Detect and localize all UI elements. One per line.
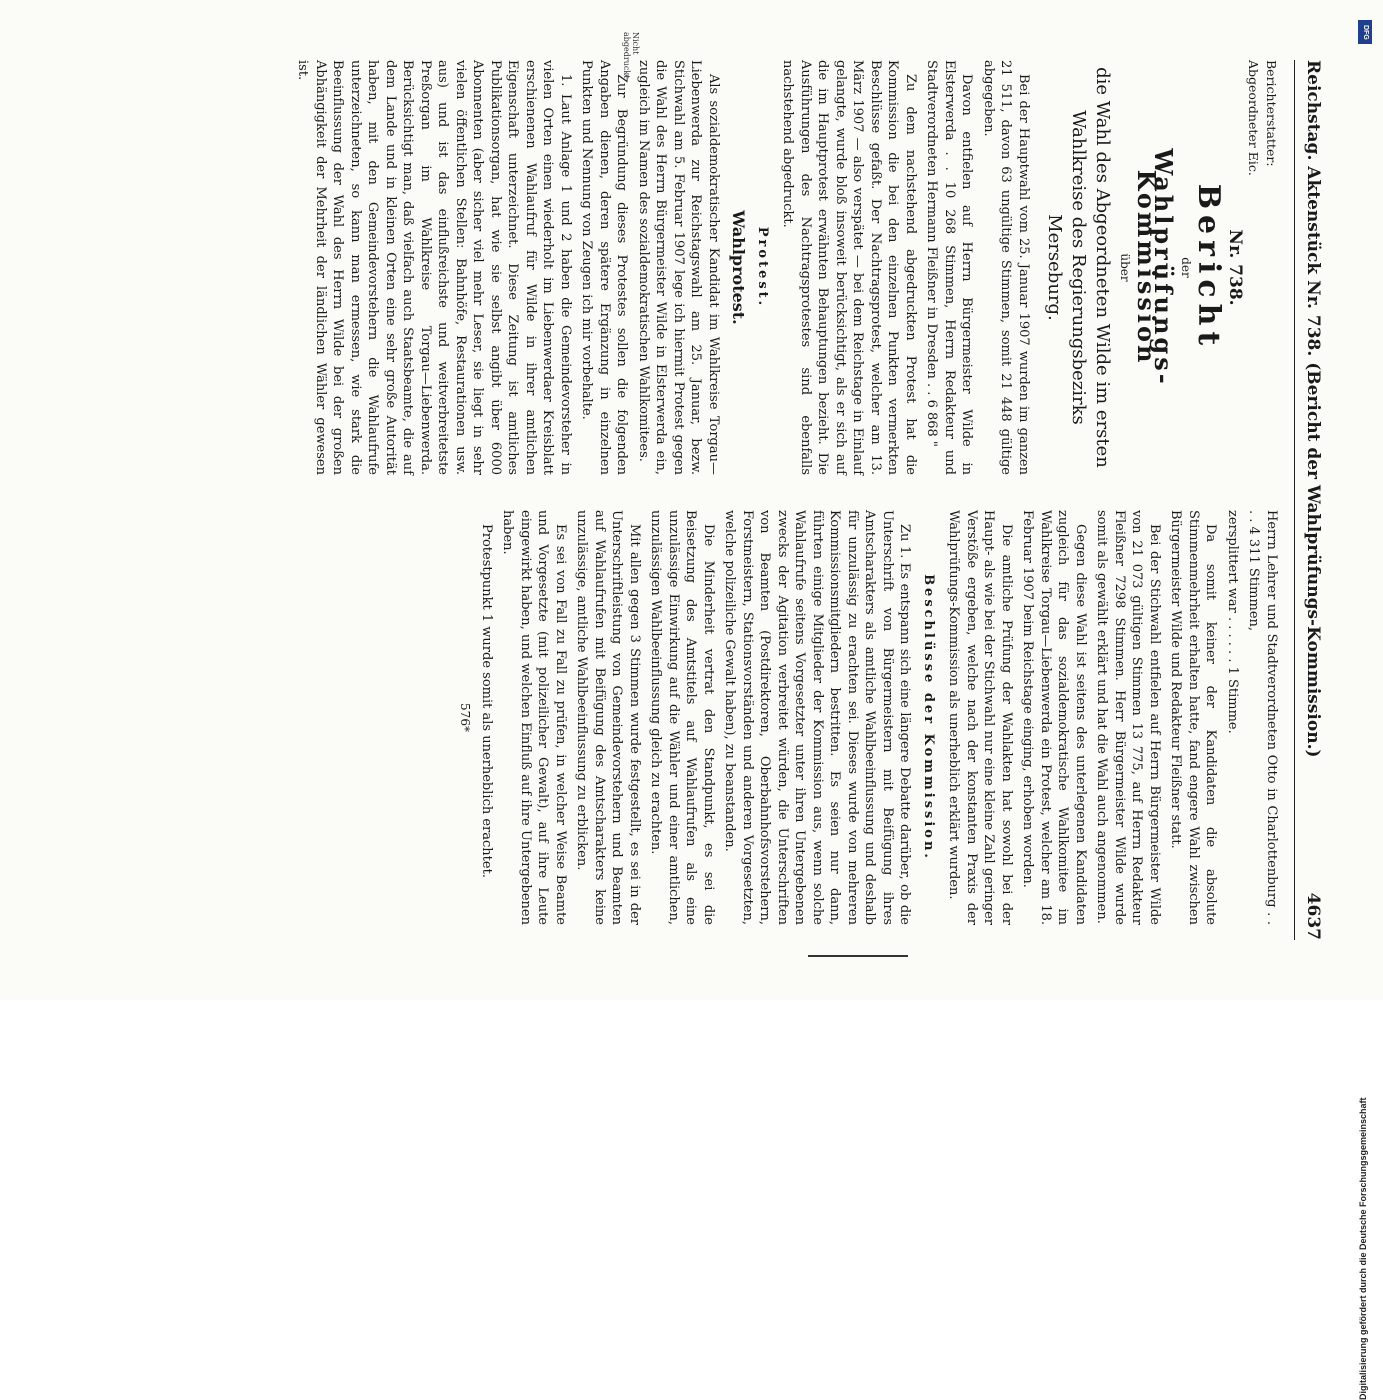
paragraph-conclusion: Protestpunkt 1 wurde somit als unerheblich erachtet. bbox=[479, 524, 494, 878]
credit-text: Digitalisierung gefördert durch die Deutsche Forschungsgemeinschaft bbox=[1358, 1097, 1368, 1400]
paragraph-protest-filed: Gegen diese Wahl ist seitens des unterlegenen Kandidaten zugleich für das sozialdemokratische Wahlkomitee im Wahlkreise Torgau—Liebenwerda ein Protest, welcher am 18. Februar 1907 beim Reichstage einging, erhoben worden. bbox=[1020, 510, 1088, 925]
running-header bbox=[1294, 60, 1325, 940]
document-number: Nr. 738. bbox=[1225, 229, 1245, 306]
paragraph-case-by-case: Es sei von Fall zu Fall zu prüfen, in welcher Weise Beamte und Vorgesetzte (mit polizeilicher Gewalt), auf ihre Leute eingewirkt haben, und welchen Einfluß auf ihre Untergebenen haben. bbox=[500, 510, 568, 925]
report-title: Bericht bbox=[1191, 183, 1227, 352]
digitization-credit bbox=[1358, 20, 1374, 1400]
paragraph-runoff-result: Bei der Stichwahl entfielen auf Herrn Bürgermeister Wilde von 21 073 gültigen Stimmen 13 775, auf Herrn Redakteur Fleißner 7298 Stimmen. Herr Bürgermeister Wilde wurde somit als gewählt erklärt und hat die Wahl auch angenommen. bbox=[1094, 510, 1162, 925]
paragraph-majority-vote: Mit allen gegen 3 Stimmen wurde festgestellt, es sei in der Unterschriftleistung von Gemeindevorstehern und Beamten auf Wahlaufrufen mit Beifügung des Amtscharakters keine unzulässige, amtliche Wahlbeeinflussung zu erblicken. bbox=[574, 510, 642, 925]
right-column bbox=[454, 510, 1280, 925]
sheet-signature: 576* bbox=[458, 703, 473, 732]
header-page-number: 4637 bbox=[1303, 892, 1323, 940]
paragraph-official-review: Die amtliche Prüfung der Wahlakten hat sowohl bei der Haupt- als wie bei der Stichwahl nur eine kleine Zahl geringer Verstöße ergeben, welche nach der konstanten Praxis der Wahlprüfungs-Kommission als unerheblich erklärt wurden. bbox=[946, 510, 1014, 925]
rotated-document-sheet bbox=[50, 32, 1340, 960]
paragraph-protest-intro: Als sozialdemokratischer Kandidat im Wahlkreise Torgau—Liebenwerda zur Reichstagswahl am 25. Januar, bezw. Stichwahl am 5. Februar 1907 lege ich hiermit Protest gegen die Wahl des Herrn Bürgermeister Wilde in Elsterwerda ein, zugleich im Namen des sozialdemokratischen Wahlkomitees. bbox=[636, 60, 721, 475]
left-column bbox=[290, 32, 1280, 475]
report-subtitle: die Wahl des Abgeordneten Wilde im ersten Wahlkreise des Regierungsbezirks Merseburg. bbox=[1044, 67, 1113, 468]
margin-note: Nicht abgedruckt. bbox=[622, 32, 640, 81]
wahlprotest-heading: Wahlprotest. bbox=[729, 210, 749, 325]
commission-name: Wahlprüfungs-Kommission bbox=[1132, 148, 1179, 387]
dfg-logo-icon: DFG bbox=[1358, 20, 1372, 44]
paragraph-decision-note: Zu dem nachstehend abgedruckten Protest hat die Kommission die bei den einzelnen Punkten vermerkten Beschlüsse gefaßt. Der Nachtragsprotest, welcher am 13. März 1907 — also verspätet — bei dem Reichstage in Einlauf gelangte, wurde bloß insoweit berücksichtigt, als er sich auf die im Hauptprotest erwähnten Behauptungen bezieht. Die Ausführungen des Nachtragsprotestes sind ebenfalls nachstehend abgedruckt. bbox=[780, 60, 918, 475]
word-ueber: über bbox=[1118, 253, 1133, 282]
paragraph-hauptwahl: Bei der Hauptwahl vom 25. Januar 1907 wurden im ganzen 21 511, davon 63 ungültige Stimmen, somit 21 448 gültige abgegeben. bbox=[981, 60, 1031, 475]
header-title: Reichstag. Aktenstück Nr. 738. (Bericht der Wahlprüfungs-Kommission.) bbox=[1303, 60, 1323, 758]
word-der: der bbox=[1179, 257, 1193, 278]
reporter-label: Berichterstatter: bbox=[1264, 60, 1279, 167]
resolutions-heading: Beschlüsse der Kommission. bbox=[921, 574, 936, 861]
paragraph-minority: Die Minderheit vertrat den Standpunkt, es sei die Beisetzung des Amtstitels auf Wahlaufrufen als eine unzulässige Einwirkung auf die Wähler und einer amtlichen, unzulässigen Wahlbeeinflussung gleich zu erachten. bbox=[648, 510, 716, 925]
bottom-rule bbox=[808, 955, 908, 957]
paragraph-zu-1: Zu 1. Es entspann sich eine längere Debatte darüber, ob die Unterschrift von Bürgermeistern mit Beifügung ihres Amtscharakters als amtliche Wahlbeeinflussung und deshalb für unzulässig zu erachten sei. Dieses wurde von mehreren Kommissionsmitgliedern bestritten. Es seien nur dann, führten einige Mitglieder der Kommission aus, wenn solche Wahlaufrufe seitens Vorgesetzter unter ihren Untergebenen zwecks der Agitation verbreitet würden, die Unterschriften von Beamten (Postdirektoren, Oberbahnhofsvorstehern, Forstmeistern, Stationsvorständen und anderen Vorgesetzten, welche polizeiliche Gewalt haben), zu beanstanden. bbox=[722, 510, 913, 925]
result-line-scattered: zersplittert war . . . . . . 1 Stimme. bbox=[1225, 510, 1240, 734]
paragraph-runoff-needed: Da somit keiner der Kandidaten die absolute Stimmenmehrheit erhalten hatte, fand engere Wahl zwischen Bürgermeister Wilde und Redakteur Fleißner statt. bbox=[1168, 510, 1219, 925]
paragraph-point-1: 1. Laut Anlage 1 und 2 haben die Gemeindevorsteher in vielen Orten einen wiederholt im Liebenwerdaer Kreisblatt erschienenen Wahlaufruf für Wilde in ihrer amtlichen Eigenschaft unterzeichnet. Diese Zeitung ist amtliches Publikationsorgan, hat wie sie selbst angibt über 6000 Abonnenten (aber sicher viel mehr Leser, sie liegt in sehr vielen öffentlichen Stellen: Bahnhöfe, Restaurationen usw. aus) und ist das einflußreichste und weitverbreitetste Preßorgan im Wahlkreise Torgau—Liebenwerda. Berücksichtigt man, daß vielfach auch Staatsbeamte, die auf dem Lande und in kleinen Orten eine sehr große Autorität haben, mit den Gemeindevorstehern die Wahlaufrufe unterzeichneten, so kann man ermessen, wie stark die Beeinflussung der Wahl des Herrn Wilde bei der großen Abhängigkeit der Mehrheit der ländlichen Wähler gewesen ist. bbox=[295, 60, 573, 475]
result-line-otto: Herrn Lehrer und Stadtverordneten Otto in Charlottenburg . . . . 4 311 Stimmen, bbox=[1246, 510, 1279, 925]
reporter-value: Abgeordneter Eic. bbox=[1246, 60, 1262, 176]
paragraph-votes: Davon entfielen auf Herrn Bürgermeister Wilde in Elsterwerda . . 10 268 Stimmen, Herrn Redakteur und Stadtverordneten Hermann Fleißner in Dresden . . 6 868 " bbox=[924, 60, 975, 475]
protest-heading: Protest. bbox=[755, 226, 770, 309]
paragraph-protest-reason: Zur Begründung dieses Protestes sollen die folgenden Angaben dienen, deren spätere Ergänzung in einzelnen Punkten und Nennung von Zeugen ich mir vorbehalte. bbox=[579, 60, 630, 475]
